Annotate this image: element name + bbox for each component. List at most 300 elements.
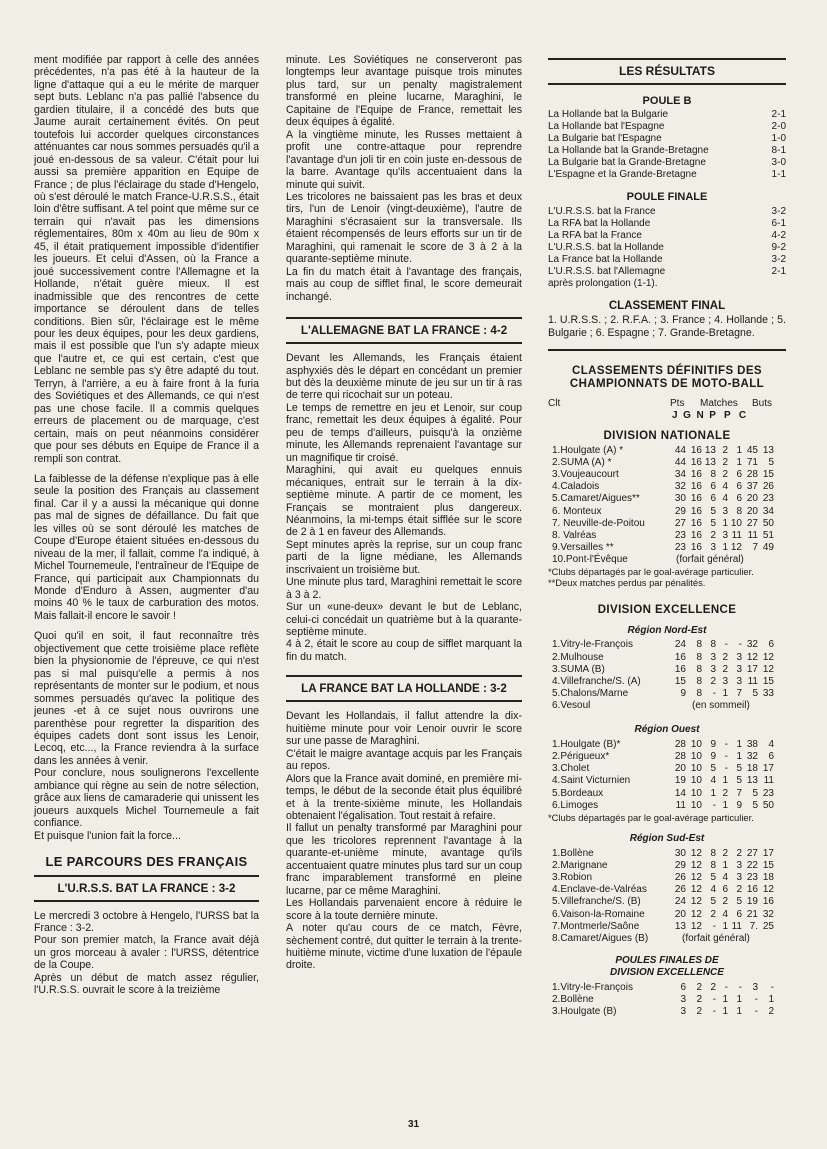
stat-cell: 27	[746, 517, 758, 529]
stat-cell: 9	[680, 688, 686, 700]
stat-cell: 1	[736, 444, 742, 456]
match-label: La Bulgarie bat l'Espagne	[548, 133, 662, 145]
heading-poule-finale: POULE FINALE	[626, 191, 708, 204]
stat-cell: 7	[736, 688, 742, 700]
stat-cell: 10	[690, 738, 702, 750]
stat-cell: 8	[710, 859, 716, 871]
paragraph: Pour conclure, nous soulignerons l'excellente ambiance qui règne au sein de notre sélection, grâce aux liens de camaraderie qui unissent les joueurs auxquels Michel Tournemeule a fait confiance.	[34, 767, 259, 830]
table-row	[552, 739, 774, 751]
stat-cell: 11	[731, 530, 742, 542]
table-row	[552, 872, 774, 884]
heading-sud-est: Région Sud-Est	[629, 833, 705, 845]
stat-cell: 17	[762, 847, 774, 859]
stat-cell: 19	[746, 896, 758, 908]
result-row	[548, 218, 786, 230]
stat-cell: 12	[690, 871, 702, 883]
match-label: La Bulgarie bat la Grande-Bretagne	[548, 157, 706, 169]
match-label: L'Espagne et la Grande-Bretagne	[548, 169, 697, 181]
paragraph: Pour son premier match, la France avait déjà un gros morceau à avaler : l'URSS, détentrice de la Coupe.	[34, 934, 259, 972]
stat-cell: 16	[690, 456, 702, 468]
stat-cell: 2	[710, 675, 716, 687]
team-name: 4.Villefranche/S. (A)	[552, 675, 641, 687]
paragraph: Quoi qu'il en soit, il faut reconnaître très objectivement que cette troisième place reflète bien la physionomie de l'épreuve, ce qui n'est pas si mal puisqu'elle a permis à nos représentants de monter sur le podium, et nous sommes persuadés qu'avec la politique des jeunes -et à ce sujet nous ouvrirons une parenthèse pour regretter la disparition des équipes cadets dont sont issus les Lenoir, Lecoq, etc..., la France reviendra à la surface dans les années à venir.	[34, 630, 259, 767]
stat-cell: 16	[690, 481, 702, 493]
standings-sud-est	[552, 848, 774, 933]
stat-cell: 17	[762, 763, 774, 775]
match-score: 3-2	[771, 205, 786, 217]
stat-cell: 3	[722, 530, 728, 542]
stat-cell: 19	[674, 775, 686, 787]
team-name: 3.Voujeaucourt	[552, 469, 619, 481]
result-row	[548, 266, 786, 278]
stat-cell: 9	[736, 799, 742, 811]
team-name: 4.Caladois	[552, 481, 600, 493]
paragraph: Les tricolores ne baissaient pas les bras et deux tirs, l'un de Lenoir (vingt-deuxième), l'autre de Maraghini s'écrasaient sur la transversale. Ils étaient récompensés de leurs efforts sur un tir de Maraghini, qui ramenait le score de 3 à 2 à la quarante-septième minute.	[286, 190, 522, 266]
header-letters: J G N P P C	[672, 410, 747, 422]
team-name: 1.Houlgate (A) *	[552, 444, 624, 456]
stat-cell: 2	[736, 884, 742, 896]
table-row	[552, 775, 774, 787]
stat-cell: 23	[762, 787, 774, 799]
table-row	[552, 481, 774, 493]
column-left	[34, 54, 259, 997]
stat-cell: 4	[722, 493, 728, 505]
stat-cell: 3	[710, 663, 716, 675]
table-row	[552, 676, 774, 688]
paragraph: C'était le maigre avantage acquis par les Français au repos.	[286, 747, 522, 773]
stat-cell: 10	[690, 763, 702, 775]
standings-nord-est	[552, 639, 774, 700]
stat-cell: 2	[722, 896, 728, 908]
paragraph: Le mercredi 3 octobre à Hengelo, l'URSS bat la France : 3-2.	[34, 909, 259, 934]
stat-cell: 11	[675, 799, 686, 811]
heading-poules-finales: POULES FINALES DE	[615, 954, 719, 966]
stat-cell: -	[724, 738, 728, 750]
result-row	[548, 206, 786, 218]
stat-cell: 2	[696, 1006, 702, 1018]
match-label: La France bat la Hollande	[548, 253, 663, 265]
stat-cell: 5	[752, 799, 758, 811]
standings-division-nationale	[552, 445, 774, 555]
table-row	[552, 1006, 774, 1018]
stat-cell: 4	[768, 738, 774, 750]
stat-cell: 1	[710, 787, 716, 799]
standings-ouest	[552, 739, 774, 812]
paragraph: La fin du match était à l'avantage des français, mais au coup de sifflet final, le score demeurait inchangé.	[286, 265, 522, 303]
stat-cell: 12	[690, 884, 702, 896]
stat-cell: 2	[722, 847, 728, 859]
stat-cell: 1	[736, 738, 742, 750]
stat-cell: 13	[762, 444, 774, 456]
match-label: L'U.R.S.S. bat la France	[548, 205, 656, 217]
stat-cell: 20	[746, 493, 758, 505]
team-name: 5.Camaret/Aigues**	[552, 493, 640, 505]
stat-cell: 1	[768, 994, 774, 1006]
stat-cell: 26	[674, 884, 686, 896]
heading-division-excellence: DIVISION EXCELLENCE	[597, 604, 737, 617]
page-number: 31	[407, 1119, 420, 1130]
paragraph: Une minute plus tard, Maraghini remettait le score à 3 à 2.	[286, 576, 522, 601]
stat-cell: 18	[762, 871, 774, 883]
team-name: 1.Bollène	[552, 847, 594, 859]
stat-cell: 6	[736, 493, 742, 505]
stat-cell: 12	[690, 859, 702, 871]
heading-poule-b: POULE B	[642, 95, 692, 107]
result-row	[548, 109, 786, 121]
team-name: 7. Neuville-de-Poitou	[552, 517, 645, 529]
stat-cell: 8	[696, 663, 702, 675]
forfait-note: (forfait général)	[682, 932, 750, 944]
stat-cell: 6	[710, 493, 716, 505]
stat-cell: 4	[710, 884, 716, 896]
team-name: 4.Saint Victurnien	[552, 775, 631, 787]
table-header	[548, 398, 786, 410]
team-name: 4.Enclave-de-Valréas	[552, 884, 647, 896]
result-row	[548, 230, 786, 242]
stat-cell: 5	[752, 787, 758, 799]
stat-cell: 16	[690, 517, 702, 529]
table-row	[552, 982, 774, 994]
stat-cell: -	[724, 751, 728, 763]
header-buts: Buts	[752, 398, 773, 410]
team-name: 1.Vitry-le-François	[552, 639, 633, 651]
heading-poules-finales-sub: DIVISION EXCELLENCE	[610, 967, 724, 979]
stat-cell: 2	[736, 847, 742, 859]
stat-cell: 15	[762, 469, 774, 481]
table-row	[552, 700, 786, 712]
stat-cell: 20	[674, 908, 686, 920]
stat-cell: 6	[710, 481, 716, 493]
team-name: 3.Cholet	[552, 763, 590, 775]
team-name: 2.Marignane	[552, 859, 608, 871]
stat-cell: 2	[710, 981, 716, 993]
stat-cell: 1	[736, 1006, 742, 1018]
match-score: 4-2	[771, 229, 786, 241]
stat-cell: 24	[674, 639, 686, 651]
stat-cell: 10	[730, 517, 742, 529]
team-name: 3.Houlgate (B)	[552, 1006, 617, 1018]
stat-cell: 12	[690, 896, 702, 908]
stat-cell: 10	[690, 751, 702, 763]
stat-cell: 16	[746, 884, 758, 896]
table-row	[552, 639, 774, 651]
footnote: *Clubs départagés par le goal-avérage particulier.	[548, 566, 754, 578]
stat-cell: 18	[746, 763, 758, 775]
table-row	[552, 652, 774, 664]
stat-cell: 16	[690, 469, 702, 481]
paragraph: Sur un «une-deux» devant le but de Leblanc, celui-ci concédait un quatrième but à la quarante-septième minute.	[286, 601, 522, 639]
stat-cell: 3	[736, 663, 742, 675]
stat-cell: 23	[762, 493, 774, 505]
table-row	[552, 469, 774, 481]
team-name: 5.Villefranche/S. (B)	[552, 896, 641, 908]
stat-cell: 7	[736, 787, 742, 799]
stat-cell: 1	[722, 517, 728, 529]
stat-cell: 26	[674, 871, 686, 883]
stat-cell: 5	[710, 896, 716, 908]
team-name: 5.Chalons/Marne	[552, 688, 629, 700]
footnote: **Deux matches perdus par pénalités.	[548, 577, 706, 589]
stat-cell: 3	[736, 675, 742, 687]
stat-cell: 15	[762, 675, 774, 687]
stat-cell: 32	[746, 639, 758, 651]
stat-cell: 6	[680, 981, 686, 993]
table-row	[552, 688, 774, 700]
prolongation-note: après prolongation (1-1).	[548, 277, 658, 289]
result-row	[548, 242, 786, 254]
stat-cell: 34	[674, 469, 686, 481]
table-row	[552, 788, 774, 800]
paragraph: Après un début de match assez régulier, l'U.R.S.S. ouvrait le score à la treizième	[34, 971, 259, 997]
stat-cell: 27	[674, 517, 686, 529]
results-poule-finale	[548, 206, 786, 278]
stat-cell: 2	[722, 787, 728, 799]
stat-cell: 4	[710, 775, 716, 787]
stat-cell: 6	[736, 469, 742, 481]
stat-cell: 1	[736, 751, 742, 763]
table-row	[552, 445, 774, 457]
stat-cell: 22	[746, 859, 758, 871]
match-score: 6-1	[771, 217, 786, 229]
stat-cell: 32	[746, 751, 758, 763]
stat-cell: -	[712, 688, 716, 700]
stat-cell: 16	[762, 896, 774, 908]
heading-urss-france: L'U.R.S.S. BAT LA FRANCE : 3-2	[34, 875, 259, 902]
paragraph: Sept minutes après la reprise, sur un coup franc parti de la ligne médiane, les Allemands inscrivaient un troisième but.	[286, 538, 522, 576]
stat-cell: 1	[722, 920, 728, 932]
stat-cell: 32	[762, 908, 774, 920]
stat-cell: 8	[696, 675, 702, 687]
stat-cell: 20	[674, 763, 686, 775]
stat-cell: 6	[768, 639, 774, 651]
paragraph: A la vingtième minute, les Russes mettaient à profit une contre-attaque pour reprendre l'avantage d'un joli tir en coin juste en-dessous de la barre. Avantage qu'ils accentuaient dans la minute qui suivit.	[286, 128, 522, 191]
stat-cell: 50	[762, 517, 774, 529]
stat-cell: 1	[722, 859, 728, 871]
team-name: 2.Bollène	[552, 994, 594, 1006]
table-row	[552, 994, 774, 1006]
stat-cell: -	[738, 639, 742, 651]
sommeil-note: (en sommeil)	[692, 700, 750, 712]
stat-cell: 13	[674, 920, 686, 932]
paragraph: Et puisque l'union fait la force...	[34, 829, 181, 842]
table-row	[552, 763, 774, 775]
table-row	[552, 506, 774, 518]
heading-ouest: Région Ouest	[634, 724, 700, 736]
stat-cell: 1	[722, 799, 728, 811]
stat-cell: 27	[746, 847, 758, 859]
stat-cell: 8	[736, 505, 742, 517]
stat-cell: 3	[710, 542, 716, 554]
stat-cell: 2	[722, 651, 728, 663]
team-name: 9.Versailles **	[552, 542, 614, 554]
match-score: 1-0	[771, 133, 786, 145]
team-name: 2.SUMA (A) *	[552, 456, 612, 468]
stat-cell: 23	[746, 871, 758, 883]
match-score: 9-2	[771, 241, 786, 253]
paragraph: Devant les Allemands, les Français étaient asphyxiés dès le départ en concédant un premier but dès la deuxième minute de jeu sur un tir à ras de terre qui ricochait sur un poteau.	[286, 352, 522, 402]
stat-cell: 44	[674, 444, 686, 456]
team-name: 6.Vaison-la-Romaine	[552, 908, 645, 920]
stat-cell: -	[724, 981, 728, 993]
match-score: 2-1	[771, 265, 786, 277]
stat-cell: 5	[736, 763, 742, 775]
stat-cell: 6	[736, 481, 742, 493]
result-row	[548, 169, 786, 181]
stat-cell: 2	[722, 444, 728, 456]
stat-cell: 32	[674, 481, 686, 493]
stat-cell: 13	[704, 444, 716, 456]
stat-cell: -	[712, 1006, 716, 1018]
stat-cell: 1	[722, 1006, 728, 1018]
match-score: 3-2	[771, 253, 786, 265]
table-row	[552, 933, 786, 945]
paragraph: Maraghini, qui avait eu quelques ennuis mécaniques, entrait sur le terrain à la dix-septième minute. A partir de ce moment, les Français se montraient plus dangereux. Néanmoins, la mi-temps était sifflée sur le score de 2 à 1 en faveur des Allemands.	[286, 464, 522, 539]
stat-cell: 5	[710, 505, 716, 517]
team-name: 10.Pont-l'Évêque	[552, 554, 628, 566]
stat-cell: 12	[746, 651, 758, 663]
team-name: 1.Houlgate (B)*	[552, 738, 621, 750]
paragraph: La faiblesse de la défense n'explique pas à elle seule la position des Français au classement final. Car il y a aussi la mécanique qui donne pas mal de signes de défaillance. Du fait que les villes où se sont déroulé les matches de Coupe d'Europe étaient situées en-dessous du niveau de la mer, il fallait, comme l'a indiqué, à Michel Tournemeule, l'entraîneur de l'Equipe de France, qui participait aux Championnats du Monde d'Enduro à Assen, augmenter d'au moins 40 % le taux de carburation des motos. Mais fallait-il encore le savoir !	[34, 472, 259, 622]
stat-cell: 8	[710, 639, 716, 651]
stat-cell: 24	[674, 896, 686, 908]
stat-cell: 1	[736, 994, 742, 1006]
stat-cell: 1	[722, 542, 728, 554]
match-score: 1-1	[771, 169, 786, 181]
stat-cell: 2	[722, 469, 728, 481]
stat-cell: 2	[696, 994, 702, 1006]
stat-cell: 7.	[749, 920, 758, 932]
stat-cell: -	[754, 1006, 758, 1018]
header-clt: Clt	[548, 398, 561, 410]
stat-cell: 23	[674, 530, 686, 542]
stat-cell: 16	[690, 542, 702, 554]
stat-cell: 7	[752, 542, 758, 554]
result-row	[548, 254, 786, 266]
match-label: La RFA bat la Hollande	[548, 217, 651, 229]
heading-moto-ball: CLASSEMENTS DÉFINITIFS DES CHAMPIONNATS DE MOTO-BALL	[569, 365, 765, 390]
stat-cell: 12	[762, 651, 774, 663]
table-row	[552, 664, 774, 676]
table-row	[552, 896, 774, 908]
team-name: 8. Valréas	[552, 530, 597, 542]
stat-cell: 5	[768, 456, 774, 468]
stat-cell: -	[738, 981, 742, 993]
stat-cell: 11	[747, 530, 758, 542]
stat-cell: 5	[710, 517, 716, 529]
team-name: 6.Vesoul	[552, 700, 591, 712]
classement-final-text: 1. U.R.S.S. ; 2. R.F.A. ; 3. France ; 4. Hollande ; 5. Bulgarie ; 6. Espagne ; 7. Grande-Bretagne.	[548, 314, 786, 339]
stat-cell: 3	[680, 994, 686, 1006]
stat-cell: 8	[710, 847, 716, 859]
paragraph: A noter qu'au cours de ce match, Fèvre, sèchement contré, dut quitter le terrain à la trente-huitième minute, victime d'une luxation de l'épaule droite.	[286, 922, 522, 972]
team-name: 8.Camaret/Aigues (B)	[552, 932, 649, 944]
stat-cell: 50	[762, 799, 774, 811]
stat-cell: 6	[768, 751, 774, 763]
match-label: La RFA bat la France	[548, 229, 642, 241]
stat-cell: -	[724, 639, 728, 651]
stat-cell: 3	[736, 859, 742, 871]
match-score: 8-1	[771, 145, 786, 157]
stat-cell: 12	[690, 908, 702, 920]
stat-cell: 20	[746, 505, 758, 517]
stat-cell: 30	[674, 847, 686, 859]
stat-cell: 28	[674, 738, 686, 750]
stat-cell: 4	[722, 481, 728, 493]
stat-cell: 10	[690, 787, 702, 799]
stat-cell: 21	[746, 908, 758, 920]
heading-nord-est: Région Nord-Est	[627, 624, 707, 636]
team-name: 3.Robion	[552, 871, 593, 883]
paragraph: Les Hollandais parvenaient encore à réduire le score à la toute dernière minute.	[286, 897, 522, 922]
stat-cell: 29	[674, 505, 686, 517]
table-row	[552, 884, 774, 896]
team-name: 6. Monteux	[552, 505, 602, 517]
stat-cell: -	[754, 994, 758, 1006]
stat-cell: 37	[746, 481, 758, 493]
heading-division-nationale: DIVISION NATIONALE	[603, 430, 731, 443]
paragraph: ment modifiée par rapport à celle des années précédentes, n'a pas été à la hauteur de la ligne d'attaque qui a eu le mérite de marquer sept buts. Leblanc n'a pas pallié l'absence du gardien titulaire, il a concédé des buts que Jaume aurait certainement évités. On peut toutefois lui accorder quelques circonstances atténuantes car nous sommes persuadés qu'il a joué en-dessous de sa valeur. C'était pour lui aussi sa première apparition en Equipe de France ; de plus l'éclairage du stade d'Hengelo, où s'est déroulé le match France-U.R.S.S., était loin d'être suffisant. A tel point que même sur ce terrain qui n'avait pas les dimensions réglementaires, 80m x 40m au lieu de 90m x 45, il était pratiquement impossible d'identifier les joueurs. Et celui d'Assen, où la France a joué successivement contre l'Allemagne et la Hollande, n'était guère mieux. Il est inadmissible que des rencontres de cette importance se déroulent dans de telles conditions. Bien sûr, l'éclairage est le même pour les deux équipes, pour les deux gardiens, mais il est possible que l'un s'y adapte mieux que l'autre et, ce qui est certain, c'est que Leblanc ne semble pas s'y être adapté du tout. Terryn, à l'arrière, a eu à faire front à la furia des Soviétiques et des Allemands, ce qui n'est pas une chose facile. Il a commis quelques erreurs de placement ou de marquage, c'est certain, mais on peut néanmoins considérer que pour ses débuts en Equipe de France il a rempli son contrat.	[34, 54, 259, 465]
heading-resultats: LES RÉSULTATS	[548, 58, 786, 85]
stat-cell: 15	[762, 859, 774, 871]
stat-cell: 12	[730, 542, 742, 554]
table-row	[552, 542, 774, 554]
stat-cell: 45	[746, 444, 758, 456]
footnote: *Clubs départagés par le goal-avérage particulier.	[548, 812, 754, 824]
table-row	[552, 800, 774, 812]
stat-cell: 33	[762, 688, 774, 700]
standings-poules-finales	[552, 982, 774, 1019]
table-row	[552, 493, 774, 505]
stat-cell: 49	[762, 542, 774, 554]
column-right	[548, 54, 786, 1018]
stat-cell: 71	[746, 456, 758, 468]
stat-cell: -	[712, 920, 716, 932]
match-score: 2-0	[771, 121, 786, 133]
match-label: La Hollande bat l'Espagne	[548, 121, 665, 133]
table-row	[552, 530, 774, 542]
stat-cell: 44	[674, 456, 686, 468]
paragraph: Devant les Hollandais, il fallut attendre la dix-huitième minute pour voir Lenoir ouvrir le score sur une passe de Maraghini.	[286, 710, 522, 748]
stat-cell: 12	[762, 663, 774, 675]
stat-cell: 12	[690, 847, 702, 859]
stat-cell: 5	[752, 688, 758, 700]
column-middle	[286, 54, 522, 972]
stat-cell: 9	[710, 751, 716, 763]
stat-cell: 16	[674, 663, 686, 675]
heading-classement-final: CLASSEMENT FINAL	[608, 299, 726, 312]
stat-cell: 2	[722, 456, 728, 468]
stat-cell: 1	[722, 688, 728, 700]
match-label: L'U.R.S.S. bat la Hollande	[548, 241, 664, 253]
stat-cell: 51	[762, 530, 774, 542]
stat-cell: 17	[746, 663, 758, 675]
stat-cell: 6	[736, 908, 742, 920]
paragraph: 4 à 2, était le score au coup de sifflet marquant la fin du match.	[286, 638, 522, 663]
match-label: L'U.R.S.S. bat l'Allemagne	[548, 265, 666, 277]
team-name: 2.Mulhouse	[552, 651, 604, 663]
stat-cell: 26	[762, 481, 774, 493]
stat-cell: 6	[722, 884, 728, 896]
stat-cell: 12	[690, 920, 702, 932]
stat-cell: 25	[762, 920, 774, 932]
forfait-note: (forfait général)	[676, 554, 744, 566]
stat-cell: 30	[674, 493, 686, 505]
stat-cell: 5	[736, 896, 742, 908]
stat-cell: 8	[696, 639, 702, 651]
stat-cell: 5	[710, 763, 716, 775]
table-row	[552, 848, 774, 860]
header-matches: Matches	[700, 398, 738, 410]
